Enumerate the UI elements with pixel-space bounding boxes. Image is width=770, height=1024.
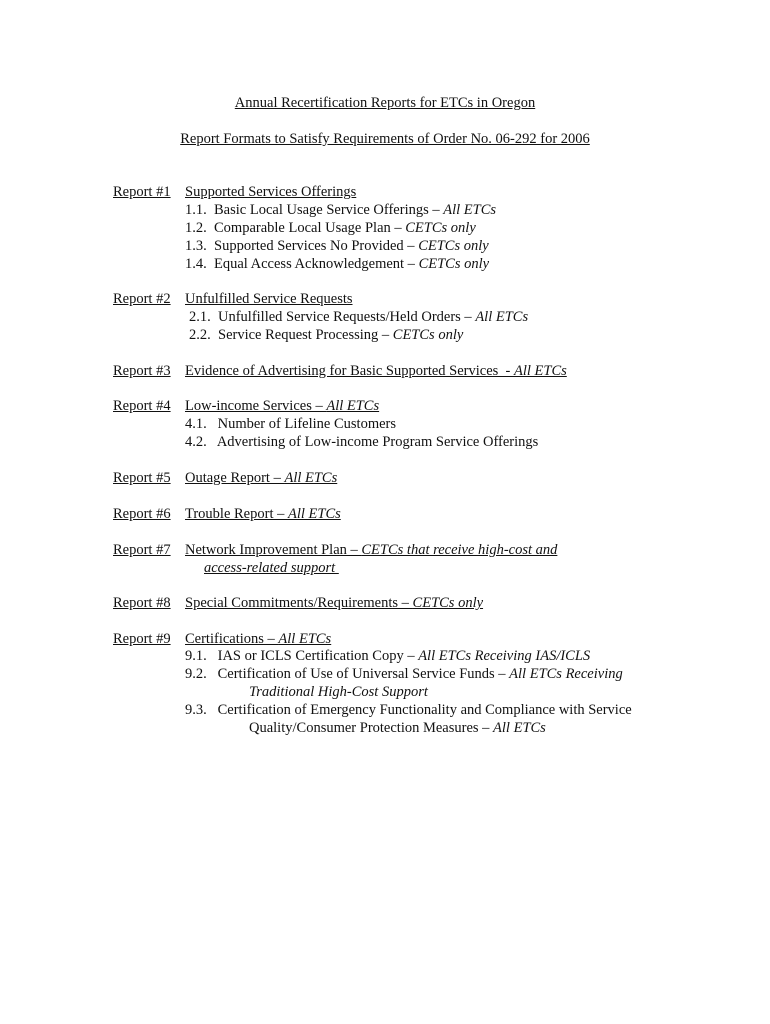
- report-heading: Supported Services Offerings: [185, 184, 357, 200]
- report-label: Report #5: [113, 470, 171, 486]
- list-item: 1.1. Basic Local Usage Service Offerings – All ETCs: [185, 202, 497, 218]
- report-heading: Certifications – All ETCs: [185, 631, 332, 647]
- list-item: 1.4. Equal Access Acknowledgement – CETCs only: [185, 256, 490, 272]
- list-item-continued: Quality/Consumer Protection Measures – All ETCs: [249, 720, 546, 736]
- report-label: Report #8: [113, 595, 171, 611]
- report-label: Report #9: [113, 631, 171, 647]
- report-heading-continued: access-related support: [204, 560, 339, 576]
- report-heading: Unfulfilled Service Requests: [185, 291, 353, 307]
- report-label: Report #2: [113, 291, 171, 307]
- list-item: 9.2. Certification of Use of Universal Service Funds – All ETCs Receiving: [185, 666, 623, 682]
- report-label: Report #4: [113, 398, 171, 414]
- document-subtitle: Report Formats to Satisfy Requirements of Order No. 06-292 for 2006: [180, 131, 590, 147]
- report-heading: Evidence of Advertising for Basic Supported Services - All ETCs: [185, 363, 567, 379]
- report-label: Report #6: [113, 506, 171, 522]
- report-heading: Trouble Report – All ETCs: [185, 506, 341, 522]
- list-item-continued: Traditional High-Cost Support: [249, 684, 428, 700]
- list-item: 1.2. Comparable Local Usage Plan – CETCs only: [185, 220, 476, 236]
- list-item: 4.1. Number of Lifeline Customers: [185, 416, 397, 432]
- list-item: 1.3. Supported Services No Provided – CETCs only: [185, 238, 489, 254]
- report-label: Report #1: [113, 184, 171, 200]
- list-item: 9.3. Certification of Emergency Functionality and Compliance with Service: [185, 702, 632, 718]
- document-title: Annual Recertification Reports for ETCs in Oregon: [234, 95, 536, 111]
- list-item: 9.1. IAS or ICLS Certification Copy – All ETCs Receiving IAS/ICLS: [185, 648, 591, 664]
- report-heading: Low-income Services – All ETCs: [185, 398, 380, 414]
- list-item: 4.2. Advertising of Low-income Program Service Offerings: [185, 434, 539, 450]
- report-label: Report #7: [113, 542, 171, 558]
- list-item: 2.1. Unfulfilled Service Requests/Held Orders – All ETCs: [189, 309, 529, 325]
- list-item: 2.2. Service Request Processing – CETCs only: [189, 327, 464, 343]
- report-heading: Network Improvement Plan – CETCs that receive high-cost and: [185, 542, 558, 558]
- report-heading: Outage Report – All ETCs: [185, 470, 338, 486]
- report-heading: Special Commitments/Requirements – CETCs only: [185, 595, 484, 611]
- report-label: Report #3: [113, 363, 171, 379]
